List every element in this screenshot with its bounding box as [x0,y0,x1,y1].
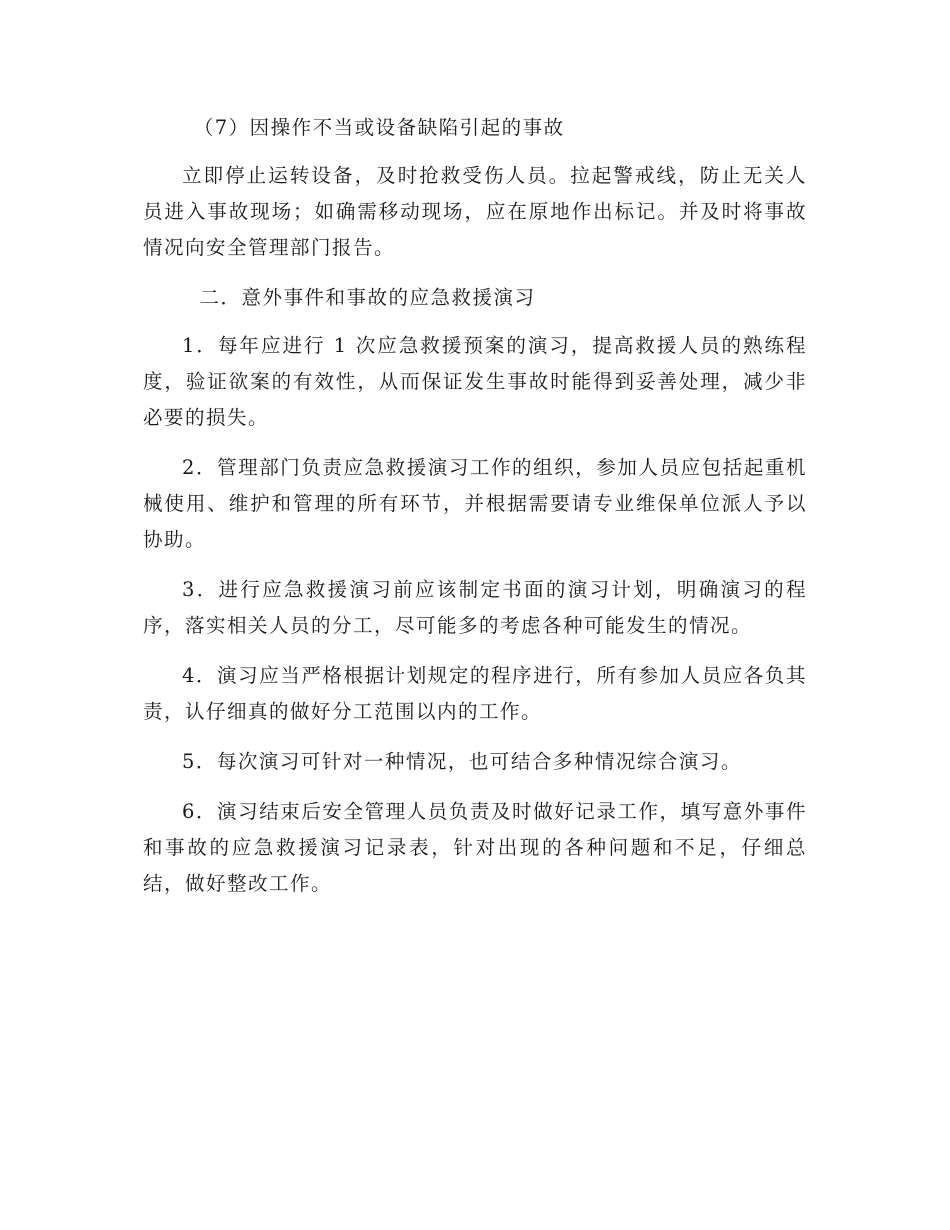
list-item-3: 3．进行应急救援演习前应该制定书面的演习计划，明确演习的程序，落实相关人员的分工，尽可能多的考虑各种可能发生的情况。 [143,578,807,637]
list-item-5: 5．每次演习可针对一种情况，也可结合多种情况综合演习。 [182,750,742,773]
subsection-title: （7）因操作不当或设备缺陷引起的事故 [193,116,565,139]
list-item-6: 6．演习结束后安全管理人员负责及时做好记录工作，填写意外事件和事故的应急救援演习记录表，针对出现的各种问题和不足，仔细总结，做好整改工作。 [143,800,807,895]
document-page [143,110,807,916]
section-heading: 二．意外事件和事故的应急救援演习 [199,286,536,309]
list-item-2: 2．管理部门负责应急救援演习工作的组织，参加人员应包括起重机械使用、维护和管理的所有环节，并根据需要请专业维保单位派人予以协助。 [143,456,807,551]
list-item-1: 1．每年应进行 1 次应急救援预案的演习，提高救援人员的熟练程度，验证欲案的有效性，从而保证发生事故时能得到妥善处理，减少非必要的损失。 [143,334,807,429]
paragraph-accident-response: 立即停止运转设备，及时抢救受伤人员。拉起警戒线，防止无关人员进入事故现场；如确需移动现场，应在原地作出标记。并及时将事故情况向安全管理部门报告。 [143,164,807,259]
list-item-4: 4．演习应当严格根据计划规定的程序进行，所有参加人员应各负其责，认仔细真的做好分工范围以内的工作。 [143,664,807,723]
